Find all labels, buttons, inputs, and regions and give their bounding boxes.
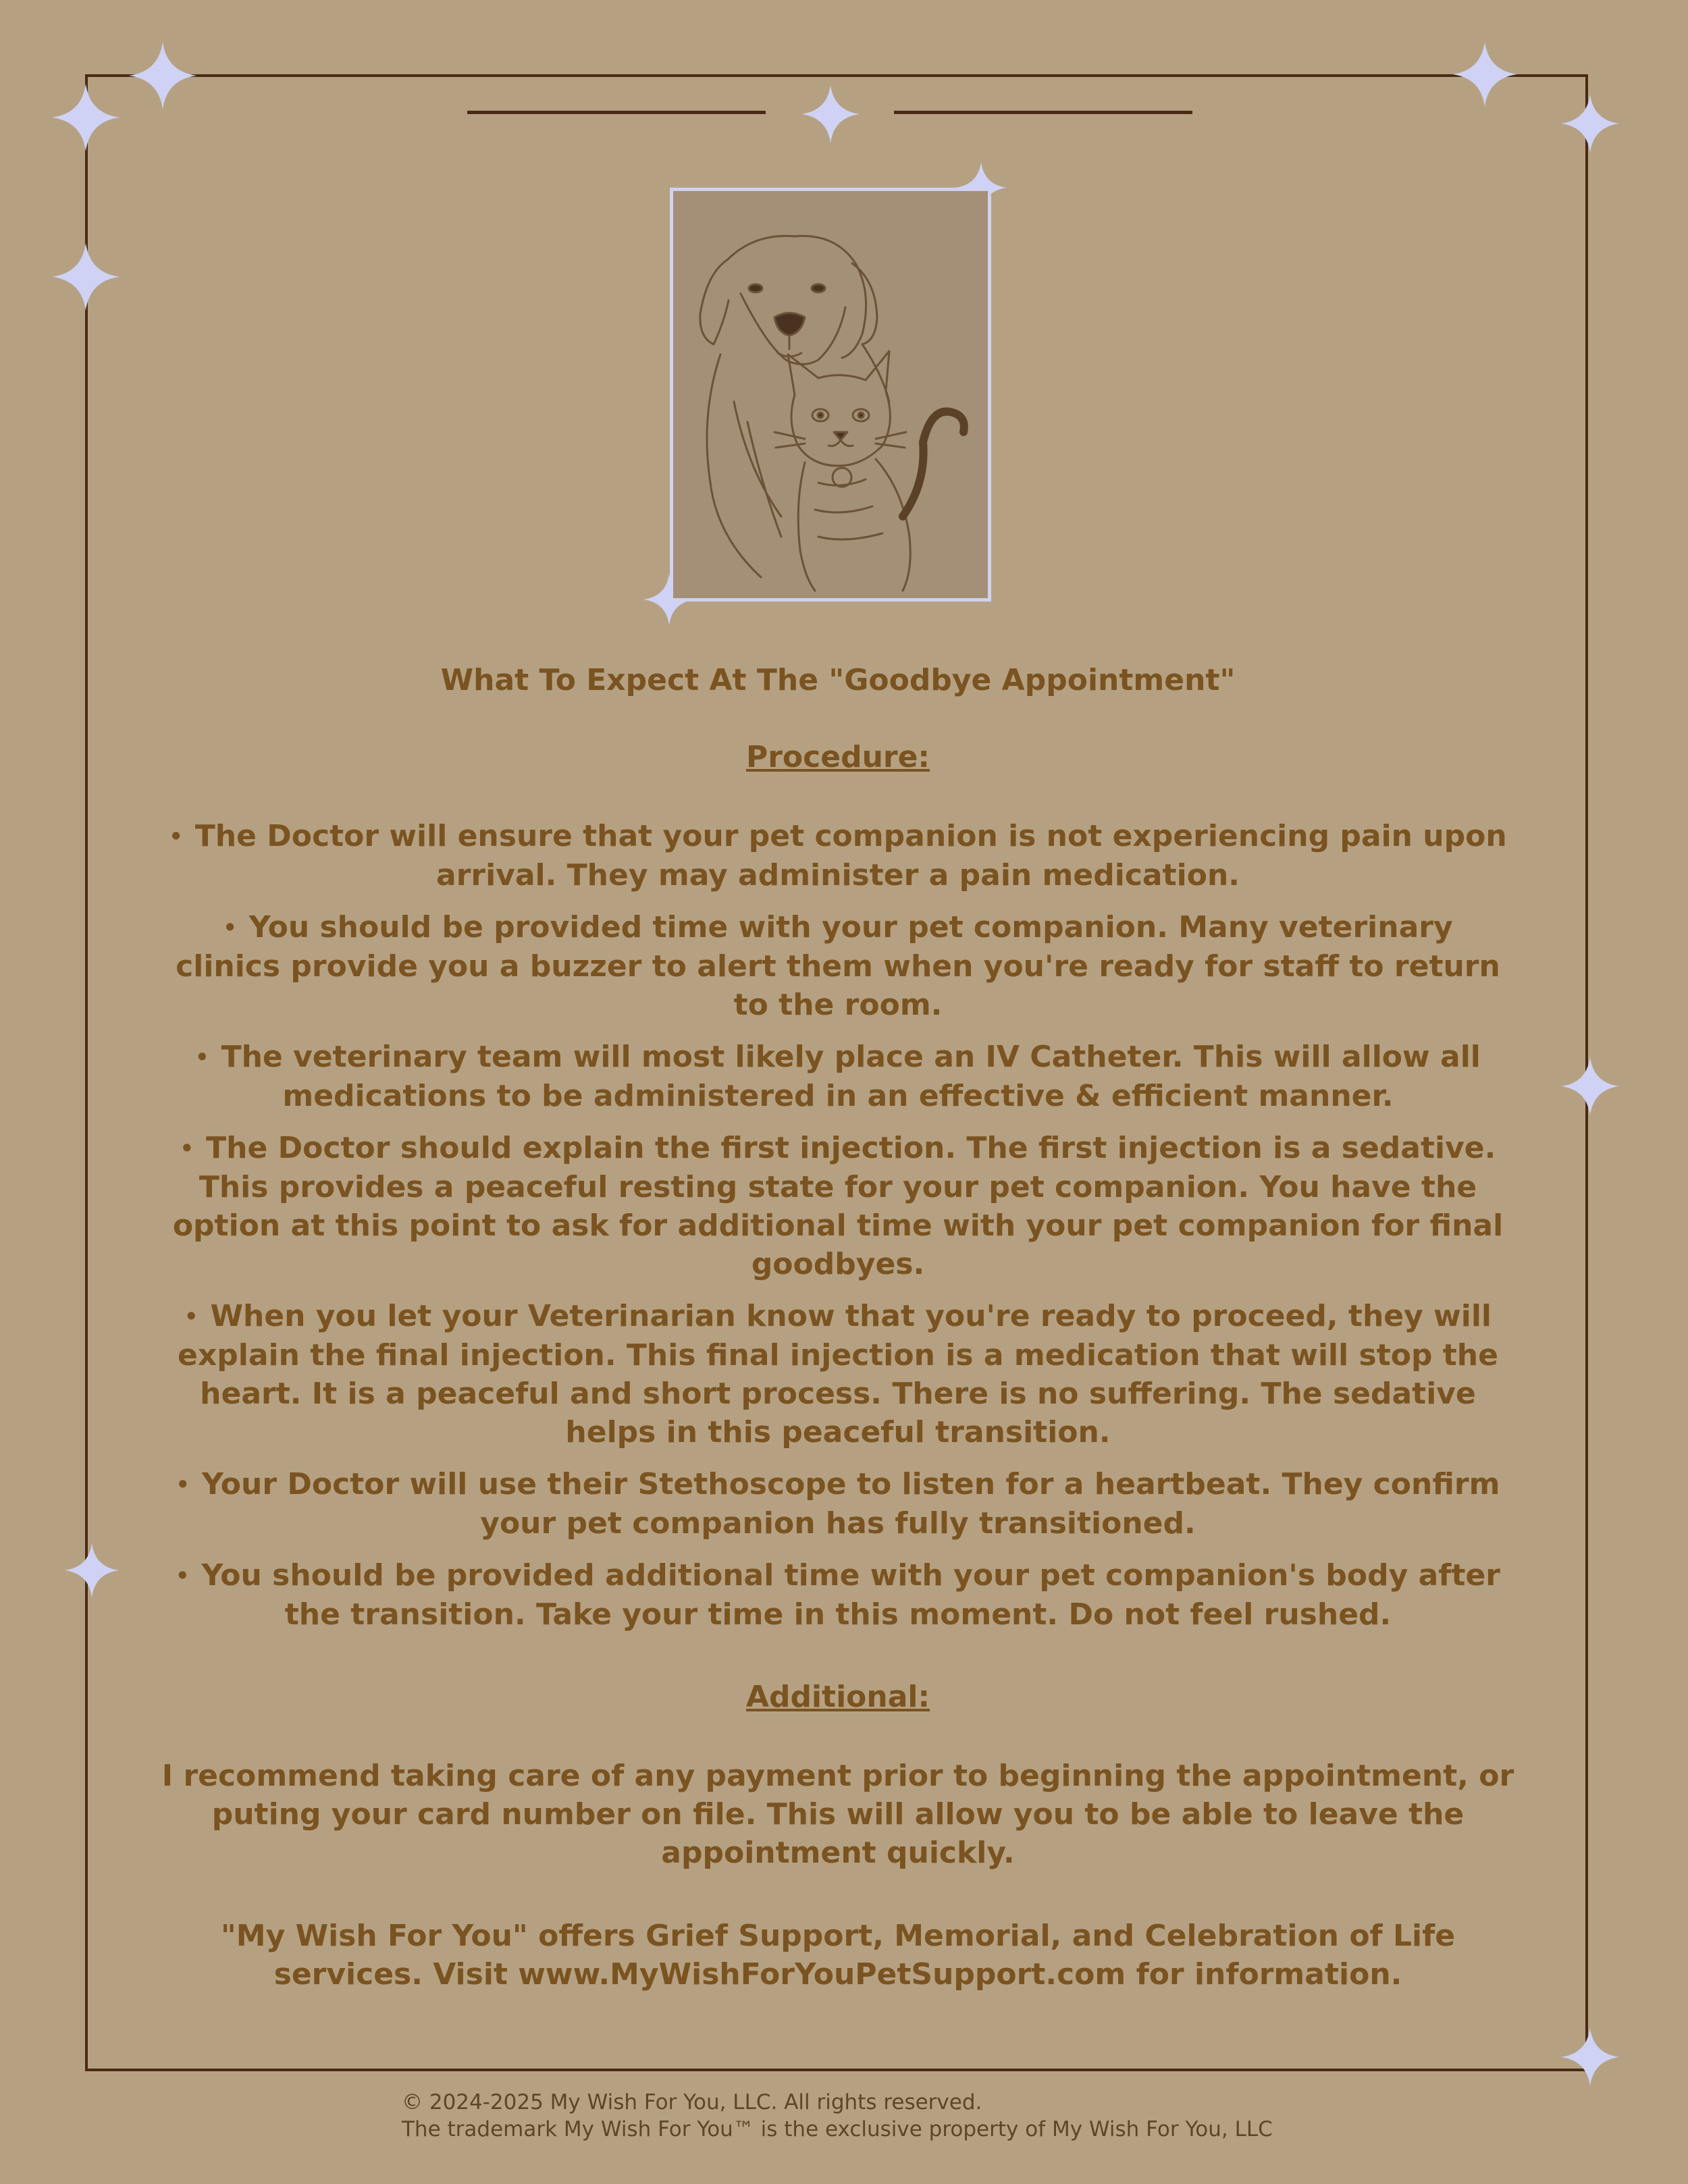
trademark-text: The trademark My Wish For You™ is the exclusive property of My Wish For You, LLC xyxy=(402,2117,1273,2141)
procedure-step: • You should be provided additional time with your pet companion's body after the transition. Take your time in this moment. Do not feel rushed. xyxy=(153,1556,1523,1634)
sparkle-icon xyxy=(52,243,120,311)
services-paragraph: "My Wish For You" offers Grief Support, Memorial, and Celebration of Life services. Visit www.MyWishForYouPetSupport.com for information. xyxy=(220,1919,1456,1992)
procedure-step: • You should be provided time with your pet companion. Many veterinary clinics provide you a buzzer to alert them when you're ready for staff to return to the room. xyxy=(153,908,1523,1024)
dog-and-cat-illustration xyxy=(670,188,991,602)
copyright-text: © 2024-2025 My Wish For You, LLC. All rights reserved. xyxy=(402,2090,982,2114)
sparkle-icon xyxy=(1561,95,1619,153)
procedure-heading: Procedure: xyxy=(745,740,930,774)
procedure-step: • The veterinary team will most likely place an IV Catheter. This will allow all medications to be administered in an effective & efficient manner. xyxy=(153,1038,1523,1115)
document-title: What To Expect At The "Goodbye Appointment" xyxy=(440,663,1236,697)
sparkle-icon xyxy=(1452,42,1517,107)
procedure-step: • The Doctor will ensure that your pet companion is not experiencing pain upon arrival. They may administer a pain medication. xyxy=(153,817,1523,895)
document-content xyxy=(153,662,1523,2038)
procedure-step: • When you let your Veterinarian know that you're ready to proceed, they will explain the final injection. This final injection is a medication that will stop the heart. It is a peaceful and short process. There is no suffering. The sedative helps in this peaceful transition. xyxy=(153,1297,1523,1451)
sparkle-icon xyxy=(129,42,196,109)
additional-paragraph: I recommend taking care of any payment prior to beginning the appointment, or puting your card number on file. This will allow you to be able to leave the appointment quickly. xyxy=(161,1759,1514,1870)
top-divider-right xyxy=(894,111,1192,114)
sparkle-icon xyxy=(52,84,120,151)
procedure-step: • The Doctor should explain the first injection. The first injection is a sedative. This provides a peaceful resting state for your pet companion. You have the option at this point to ask for additional time with your pet companion for final goodbyes. xyxy=(153,1129,1523,1283)
sparkle-icon xyxy=(801,85,860,143)
dog-and-cat-drawing xyxy=(680,199,981,592)
footer xyxy=(402,2089,1273,2143)
procedure-step: • Your Doctor will use their Stethoscope to listen for a heartbeat. They confirm your pet companion has fully transitioned. xyxy=(153,1465,1523,1543)
additional-heading: Additional: xyxy=(745,1680,930,1714)
top-divider-left xyxy=(467,111,766,114)
sparkle-icon xyxy=(65,1543,119,1597)
sparkle-icon xyxy=(1561,1057,1619,1115)
sparkle-icon xyxy=(1561,2028,1619,2086)
procedure-list xyxy=(153,817,1523,1634)
